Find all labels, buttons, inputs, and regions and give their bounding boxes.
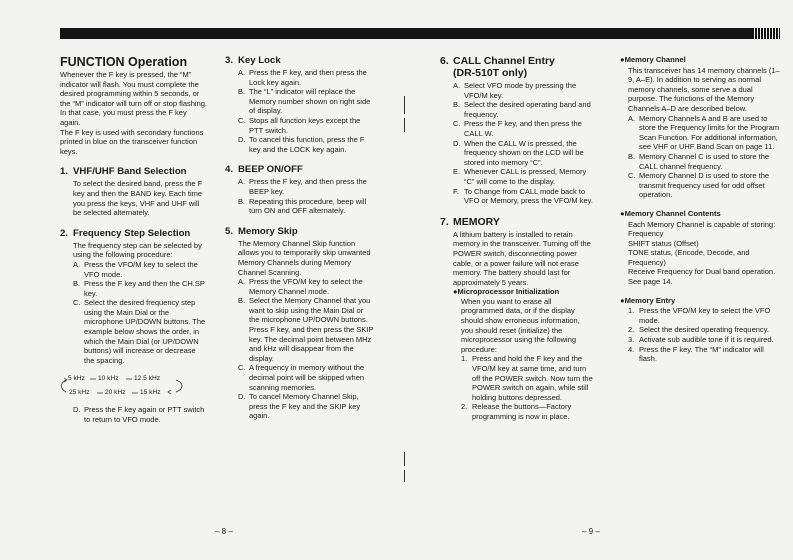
list-item: C. A frequency in memory without the decimal point will be skipped when scanning memories.: [238, 363, 365, 392]
memory-entry-list: [620, 306, 780, 364]
memory-text: A lithium battery is installed to retain memory in the transceiver. Turning off the POWER switch, disconnecting power cable, or a power failure will not erase memory. The battery should last for approximately 5 years.: [453, 229, 591, 287]
section-heading-6: 6. CALL Channel Entry (DR-510T only): [440, 55, 555, 79]
list-item: 4. Press the F key. The “M” indicator will flash.: [628, 344, 764, 364]
section-heading-3: 3. Key Lock: [225, 55, 281, 66]
list-item: 1. Press the VFO/M key to select the VFO mode.: [628, 306, 771, 325]
list-item: B. Select the desired operating band and frequency.: [453, 100, 591, 119]
page-number-left: – 8 –: [215, 527, 233, 536]
step-label: 15 kHz: [140, 389, 161, 397]
list-item: D. To cancel Memory Channel Skip, press the F key and the SKIP key again.: [238, 392, 361, 421]
list-item: A. Press the F key, and then press the BEEP key.: [238, 177, 367, 196]
intro-paragraph: Whenever the F key is pressed, the “M” indicator will flash. You must complete the desired programming within 5 seconds, or the “M” indicator will turn off or stop flashing. In that case, you must press the F key again.: [60, 70, 208, 127]
margin-mark: [404, 118, 405, 132]
list-item: B. Select the Memory Channel that you want to skip using the Main Dial or the microphone UP/DOWN buttons. Press F key, and then press the SKIP key. The decimal point between MHz and kHz will disappear from the display.: [238, 296, 374, 363]
contents-line: Each Memory Channel is capable of storing:: [628, 219, 776, 229]
contents-line: Frequency: [628, 229, 664, 239]
column-1: [60, 55, 208, 425]
memory-skip-list: [225, 277, 375, 421]
key-lock-list: [225, 68, 375, 154]
band-selection-text: To select the desired band, press the F key and then the BAND key. Each time you press the keys, VHF and UHF will be selected alternately.: [73, 179, 203, 218]
step-selection-text: The frequency step can be selected by using the following procedure:: [73, 240, 202, 260]
list-item: 2. Select the desired operating frequency.: [628, 325, 769, 335]
list-item: D. To cancel this function, press the F key and the LOCK key again.: [238, 135, 365, 154]
section-heading-2: 2. Frequency Step Selection: [60, 227, 191, 239]
list-item: D. When the CALL W is pressed, the frequency shown on the LCD will be stored into memory “C”.: [453, 138, 584, 167]
step-label: 5 kHz: [68, 375, 85, 383]
memory-contents: [620, 220, 780, 287]
beep-list: [225, 177, 375, 215]
function-operation-title: FUNCTION Operation: [60, 55, 188, 69]
step-label: 20 kHz: [105, 389, 126, 397]
barcode-mark: [752, 28, 780, 39]
step-label: 12.5 kHz: [134, 375, 161, 383]
memory-channel-list: [620, 114, 780, 200]
init-heading: ●Microprocessor Initialization: [453, 287, 560, 297]
section-heading-4: 4. BEEP ON/OFF: [225, 164, 303, 176]
step-label: 10 kHz: [98, 375, 119, 383]
init-text: When you want to erase all programmed data, or if the display should show erroneous information, you should reset (initialize) the microprocessor using the following procedure:: [461, 296, 580, 354]
contents-line: SHIFT status (Offset): [628, 238, 699, 248]
list-item: B. Memory Channel C is used to store the CALL channel frequency.: [628, 151, 770, 171]
list-item: F. To Change from CALL mode back to VFO or Memory, press the VFO/M key.: [453, 186, 593, 206]
list-item: A. Press the VFO/M key to select the VFO mode.: [73, 259, 198, 279]
section-heading-7: 7. MEMORY: [440, 215, 500, 228]
frequency-step-diagram: [60, 373, 208, 399]
margin-mark: [404, 470, 405, 482]
margin-mark: [404, 96, 405, 114]
list-item: B. The “L” indicator will replace the Memory number shown on right side of display.: [238, 87, 371, 116]
section-heading-1: 1. VHF/UHF Band Selection: [60, 166, 187, 178]
list-item: B. Repeating this procedure, beep will turn ON and OFF alternately.: [238, 196, 367, 216]
contents-line: TONE status, (Encode, Decode, and Frequency): [628, 248, 750, 267]
contents-line: Receive Frequency for Dual band operation. See page 14.: [628, 267, 776, 287]
list-item: 2. Release the buttons—Factory programming is now in place.: [461, 402, 572, 421]
section-heading-5: 5. Memory Skip: [225, 225, 298, 237]
init-list: [453, 354, 593, 421]
memory-channel-heading: ●Memory Channel: [620, 55, 686, 64]
list-item: A. Press the VFO/M key to select the Memory Channel mode.: [238, 277, 363, 296]
memory-entry-heading: ●Memory Entry: [620, 295, 676, 305]
list-item: C. Select the desired frequency step using the Main Dial or the microphone UP/DOWN buttons. The example below shows the order, in which the Main Dial (or UP/DOWN buttons) will increase or decrease the spacing.: [73, 298, 206, 365]
column-4: [620, 55, 780, 364]
column-3: [440, 55, 593, 422]
list-item: C. Stops all function keys except the PTT switch.: [238, 115, 361, 135]
list-item: A. Select VFO mode by pressing the VFO/M key.: [453, 81, 577, 100]
list-item: C. Memory Channel D is used to store the transmit frequency used for odd offset operation.: [628, 171, 770, 200]
margin-mark: [404, 452, 405, 466]
list-item: D. Press the F key again or PTT switch to return to VFO mode.: [73, 405, 205, 425]
call-channel-list: [440, 81, 593, 206]
step-label: 25 kHz: [69, 389, 90, 397]
list-item: 1. Press and hold the F key and the VFO/M key at same time, and turn off the POWER switch. Now turn the POWER switch on again, while still holding buttons depressed.: [461, 354, 593, 402]
memory-skip-text: The Memory Channel Skip function allows you to temporarily skip unwanted Memory Channels during Memory Channel Scanning.: [238, 238, 371, 277]
header-bar: [60, 28, 780, 39]
memory-channel-text: This transceiver has 14 memory channels (1–9, A–E). In addition to serving as normal memory channels, some serve a dual purpose. The functions of the Memory Channels A–D are described below.: [628, 65, 780, 113]
column-2: [225, 55, 375, 421]
list-item: 3. Activate sub audible tone if it is required.: [628, 335, 774, 345]
list-item: A. Press the F key, and then press the Lock key again.: [238, 68, 367, 87]
memory-contents-heading: ●Memory Channel Contents: [620, 208, 721, 218]
page-number-right: – 9 –: [582, 527, 600, 536]
list-item: B. Press the F key and then the CH.SP key.: [73, 279, 205, 298]
list-item: E. Whenever CALL is pressed, Memory “C” will come to the display.: [453, 167, 587, 186]
intro-paragraph-2: The F key is used with secondary functions printed in blue on the transceiver function keys.: [60, 127, 204, 156]
step-selection-list: [60, 260, 208, 366]
list-item: C. Press the F key, and then press the CALL W.: [453, 119, 582, 138]
list-item: A. Memory Channels A and B are used to store the Frequency limits for the Program Scan Function. For additional information, see VHF or UHF Band Scan on page 11.: [628, 113, 780, 152]
